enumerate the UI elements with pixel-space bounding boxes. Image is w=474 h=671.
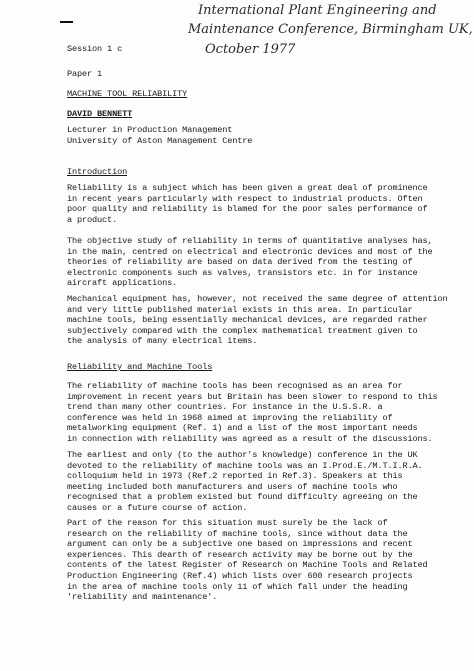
text-line: theories of reliability are based on data derived from the testing of [67, 257, 413, 268]
handwritten-note-line-1: International Plant Engineering and [198, 3, 437, 18]
margin-dash-mark [60, 21, 73, 23]
affiliation-line: Lecturer in Production Management [67, 125, 233, 135]
text-line: the analysis of many electrical items. [67, 336, 258, 347]
affiliation-line: University of Aston Management Centre [67, 135, 253, 146]
text-line: machine tools, being essentially mechanical devices, are regarded rather [67, 315, 428, 326]
paper-label: Paper 1 [67, 69, 103, 79]
text-line: causes or a future course of action. [67, 502, 248, 513]
text-line: Production Engineering (Ref.4) which lists over 600 research projects [67, 570, 413, 581]
text-line: Mechanical equipment has, however, not received the same degree of attention [67, 294, 448, 304]
text-line: contents of the latest Register of Research on Machine Tools and Related [67, 560, 428, 571]
text-line: 'reliability and maintenance'. [67, 592, 218, 603]
text-line: meeting included both manufacturers and users of machine tools who [67, 481, 398, 492]
paragraph [67, 183, 467, 225]
text-line: in recent years particularly with respect to industrial products. Often [67, 193, 423, 204]
text-line: conference was held in 1968 aimed at improving the reliability of [67, 412, 393, 423]
text-line: aircraft applications. [67, 278, 178, 289]
text-line: electronic components such as valves, transistors etc. in for instance [67, 267, 418, 278]
section-heading-reliability: Reliability and Machine Tools [67, 362, 213, 372]
text-line: The reliability of machine tools has been recognised as an area for [67, 381, 403, 391]
text-line: recognised that a problem existed but found difficulty agreeing on the [67, 492, 418, 503]
text-line: The objective study of reliability in terms of quantitative analyses has, [67, 236, 433, 246]
text-line: research on the reliability of machine tools, since without data the [67, 528, 408, 539]
section-heading-introduction: Introduction [67, 167, 128, 177]
handwritten-note-line-2: Maintenance Conference, Birmingham UK, [188, 22, 473, 37]
paragraph [67, 381, 467, 445]
text-line: in connection with reliability was agreed as a result of the discussions. [67, 433, 433, 444]
paragraph [67, 294, 467, 347]
paper-title: MACHINE TOOL RELIABILITY [67, 89, 188, 99]
text-line: Reliability is a subject which has been given a great deal of prominence [67, 183, 428, 193]
paragraph [67, 450, 467, 514]
author-name: DAVID BENNETT [67, 109, 133, 119]
paragraph [67, 236, 467, 289]
handwritten-note-line-3: October 1977 [205, 42, 296, 57]
paragraph [67, 518, 467, 603]
text-line: in the main, centred on electrical and electronic devices and most of the [67, 246, 433, 257]
session-label: Session 1 c [67, 44, 123, 54]
text-line: devoted to the reliability of machine tools was an I.Prod.E./M.T.I.R.A. [67, 460, 423, 471]
text-line: poor quality and reliability is blamed for the poor sales performance of [67, 204, 428, 215]
text-line: argument can only be a subjective one based on impressions and recent [67, 539, 413, 550]
affiliation [67, 125, 467, 146]
text-line: The earliest and only (to the author's knowledge) conference in the UK [67, 450, 418, 460]
text-line: trend than many other countries. For instance in the U.S.S.R. a [67, 402, 383, 413]
text-line: subjectively compared with the complex mathematical treatment given to [67, 325, 418, 336]
text-line: Part of the reason for this situation must surely be the lack of [67, 518, 388, 528]
text-line: improvement in recent years but Britain has been slower to respond to this [67, 391, 438, 402]
text-line: colloquium held in 1973 (Ref.2 reported in Ref.3). Speakers at this [67, 471, 403, 482]
text-line: a product. [67, 214, 118, 225]
text-line: in the area of machine tools only 11 of which fall under the heading [67, 581, 408, 592]
text-line: experiences. This dearth of research activity may be borne out by the [67, 549, 413, 560]
text-line: metalworking equipment (Ref. 1) and a list of the most important needs [67, 423, 418, 434]
text-line: and very little published material exists in this area. In particular [67, 304, 413, 315]
